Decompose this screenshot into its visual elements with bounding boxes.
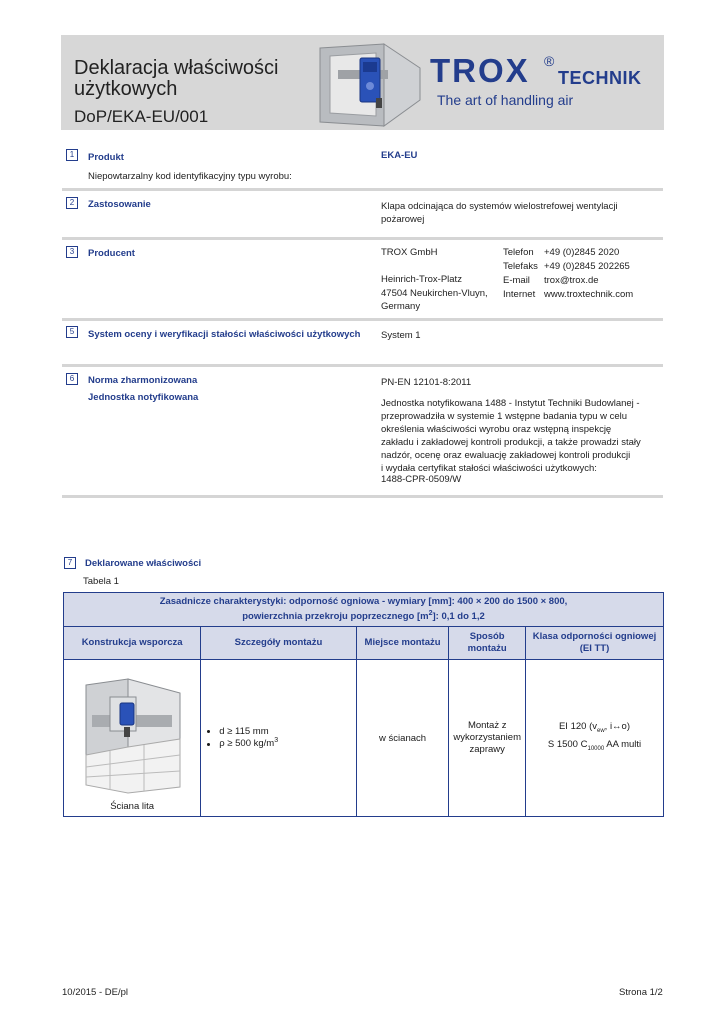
table-main-header: Zasadnicze charakterystyki: odporność ogniowa - wymiary [mm]: 400 × 200 do 1500 × 800, powierzchnia przekroju poprzecznego $[m^2]$: 0,1 do 1,2 xyxy=(64,593,664,627)
page-title: Deklaracja właściwości użytkowych xyxy=(74,57,279,100)
logo-tagline: The art of handling air xyxy=(437,92,574,108)
section-divider xyxy=(62,188,663,191)
table-row xyxy=(64,660,664,817)
fire-class-cell: EI 120 ($v_{ew}$, i↔o) S 1500 $C_{10000}$ AA multi xyxy=(526,660,664,817)
website-link[interactable]: www.troxtechnik.com xyxy=(544,289,634,300)
application-value: Klapa odcinająca do systemów wielostrefowej wentylacji pożarowej xyxy=(381,201,618,225)
section-label-declared-properties: Deklarowane właściwości xyxy=(85,558,202,569)
section-divider xyxy=(62,495,663,498)
declared-properties-table xyxy=(63,592,664,817)
certificate-number: 1488-CPR-0509/W xyxy=(381,474,462,485)
section-number: 6 xyxy=(66,373,78,385)
product-image xyxy=(316,40,422,128)
section-label-standard: Norma zharmonizowana xyxy=(88,375,198,386)
column-header: Konstrukcja wsporcza xyxy=(64,627,201,660)
notified-body-text: Jednostka notyfikowana 1488 - Instytut Techniki Budowlanej - przeprowadziła w systemie 1 wstępne badania typu w celu określenia właściwości wyrobu oraz wstępną inspekcję zakładu i zakładowej kontroli produkcji, a także prowadzi stały nadzór, ocenę oraz ewaluację zakładowej kontroli produkcji i wydała certyfikat stałości właściwości użytkowych: xyxy=(381,398,641,474)
section-number: 5 xyxy=(66,326,78,338)
section-label-assessment: System oceny i weryfikacji stałości właściwości użytkowych xyxy=(88,329,361,340)
section-number: 2 xyxy=(66,197,78,209)
table-caption: Tabela 1 xyxy=(83,576,119,587)
footer-date: 10/2015 - DE/pl xyxy=(62,987,129,998)
section-label-notified-body: Jednostka notyfikowana xyxy=(88,392,199,403)
registered-mark: ® xyxy=(544,53,555,69)
fax-number: +49 (0)2845 202265 xyxy=(544,261,630,272)
mounting-location-cell: w ścianach xyxy=(356,660,449,817)
section-label-producer: Producent xyxy=(88,248,135,259)
section-label-product: Produkt xyxy=(88,152,124,163)
mounting-details-cell xyxy=(201,660,356,817)
column-header: Miejsce montażu xyxy=(356,627,449,660)
section-divider xyxy=(62,318,663,321)
section-number: 3 xyxy=(66,246,78,258)
producer-address: TROX GmbH Heinrich-Trox-Platz 47504 Neukirchen-Vluyn, Germany xyxy=(381,247,488,312)
section-number: 1 xyxy=(66,149,78,161)
assessment-system-value: System 1 xyxy=(381,330,421,341)
trox-logo: TROX xyxy=(430,52,530,89)
phone-number: +49 (0)2845 2020 xyxy=(544,247,620,258)
technik-logo-text: TECHNIK xyxy=(558,68,642,88)
section-divider xyxy=(62,364,663,367)
harmonized-standard-value: PN-EN 12101-8:2011 xyxy=(381,377,472,388)
construction-label: Ściana lita xyxy=(110,801,155,812)
section-divider xyxy=(62,237,663,240)
detail-density: • ρ ≥ 500 $kg/m^3$ xyxy=(219,737,355,749)
producer-contact-labels: Telefon Telefaks E-mail Internet xyxy=(503,247,538,300)
document-id: DoP/EKA-EU/001 xyxy=(74,107,209,126)
column-header: Szczegóły montażu xyxy=(201,627,356,660)
solid-wall-illustration xyxy=(80,675,184,795)
producer-contact-values xyxy=(544,246,633,302)
footer-page-number: Strona 1/2 xyxy=(619,987,663,998)
section-number: 7 xyxy=(64,557,76,569)
detail-thickness: • d ≥ 115 mm xyxy=(219,726,355,737)
email-link[interactable]: trox@trox.de xyxy=(544,275,599,286)
column-header: Klasa odporności ogniowej (EI TT) xyxy=(526,627,664,660)
column-header: Sposób montażu xyxy=(449,627,526,660)
mounting-method-cell: Montaż z wykorzystaniem zaprawy xyxy=(449,660,526,817)
section-label-application: Zastosowanie xyxy=(88,199,151,210)
construction-cell xyxy=(64,660,201,817)
product-code-value: EKA-EU xyxy=(381,150,418,161)
product-code-label: Niepowtarzalny kod identyfikacyjny typu wyrobu: xyxy=(88,171,292,182)
